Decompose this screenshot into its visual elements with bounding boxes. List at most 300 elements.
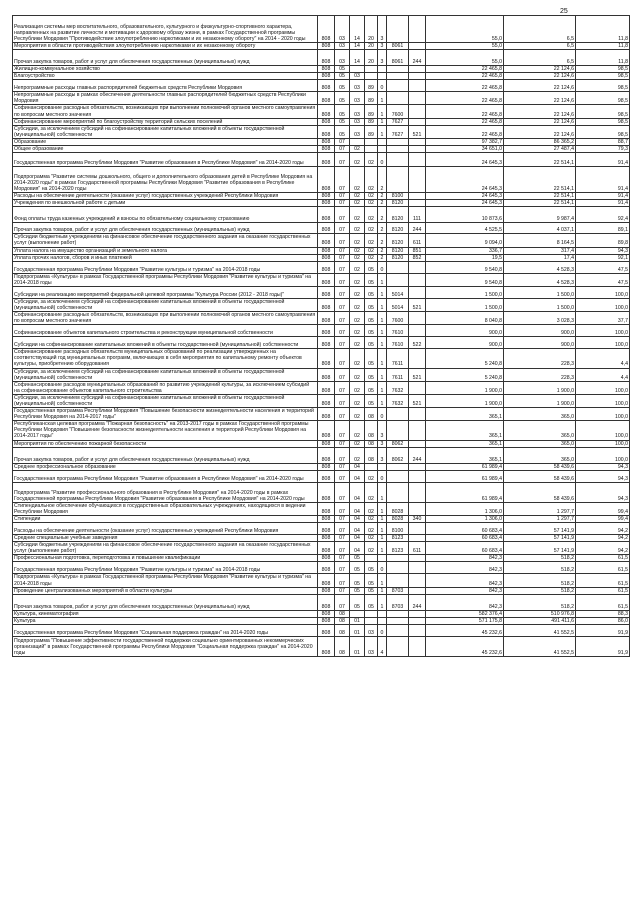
ministry-code: 808 xyxy=(318,325,335,337)
execution-percent: 89,1 xyxy=(576,223,630,234)
subprogram-code: 0 xyxy=(378,562,387,574)
table-row xyxy=(13,167,630,193)
target-code xyxy=(387,167,409,193)
executed-amount: 1 297,7 xyxy=(504,515,576,522)
subprogram-code: 3 xyxy=(378,421,387,440)
target-code: 7600 xyxy=(387,312,409,325)
approved-amount: 61 989,4 xyxy=(426,463,504,470)
table-row xyxy=(13,440,630,447)
item-name: Профессиональная подготовка, переподготовка и повышение квалификации xyxy=(13,555,318,562)
subsection-code: 02 xyxy=(350,286,365,298)
section-code: 07 xyxy=(335,153,350,167)
program-code: 05 xyxy=(365,325,378,337)
approved-amount: 1 306,0 xyxy=(426,502,504,515)
ministry-code: 808 xyxy=(318,515,335,522)
expense-type-code xyxy=(409,610,426,617)
subsection-code: 03 xyxy=(350,105,365,118)
subprogram-code xyxy=(378,66,387,73)
table-row xyxy=(13,261,630,273)
target-code: 8703 xyxy=(387,587,409,594)
execution-percent: 37,7 xyxy=(576,312,630,325)
section-code: 07 xyxy=(335,254,350,261)
item-name: Реализация системы мер воспитательного, образовательного, культурного и физкультурно-спортивного характера, направленных на развитие личности и мотивации к здоровому образу жизни, в рамках Государственной программы Республики Мордовия "Противодействие злоупотреблению наркотиками и их незаконному обороту" на 2014 - 2020 годы xyxy=(13,16,318,43)
approved-amount: 24 645,3 xyxy=(426,193,504,200)
subprogram-code: 1 xyxy=(378,286,387,298)
expense-type-code: 521 xyxy=(409,125,426,138)
expense-type-code xyxy=(409,138,426,145)
table-row xyxy=(13,610,630,617)
subprogram-code: 1 xyxy=(378,594,387,610)
approved-amount: 571 175,8 xyxy=(426,617,504,624)
execution-percent: 99,4 xyxy=(576,502,630,515)
program-code: 05 xyxy=(365,594,378,610)
executed-amount: 1 297,7 xyxy=(504,502,576,515)
target-code: 8028 xyxy=(387,515,409,522)
approved-amount: 842,3 xyxy=(426,587,504,594)
section-code: 05 xyxy=(335,66,350,73)
section-code: 05 xyxy=(335,80,350,92)
program-code: 05 xyxy=(365,562,378,574)
expense-type-code xyxy=(409,118,426,125)
execution-percent: 11,8 xyxy=(576,43,630,50)
ministry-code: 808 xyxy=(318,368,335,381)
executed-amount: 41 552,5 xyxy=(504,636,576,656)
executed-amount: 22 514,1 xyxy=(504,193,576,200)
ministry-code: 808 xyxy=(318,223,335,234)
program-code: 02 xyxy=(365,153,378,167)
ministry-code: 808 xyxy=(318,254,335,261)
subsection-code: 05 xyxy=(350,562,365,574)
subsection-code: 02 xyxy=(350,337,365,349)
subsection-code: 02 xyxy=(350,234,365,247)
executed-amount: 22 514,1 xyxy=(504,167,576,193)
approved-amount: 365,1 xyxy=(426,447,504,463)
item-name: Культура xyxy=(13,617,318,624)
ministry-code: 808 xyxy=(318,562,335,574)
subprogram-code: 1 xyxy=(378,482,387,502)
subsection-code: 04 xyxy=(350,502,365,515)
expense-type-code xyxy=(409,73,426,80)
subsection-code: 02 xyxy=(350,193,365,200)
subprogram-code: 3 xyxy=(378,43,387,50)
program-code: 03 xyxy=(365,636,378,656)
subprogram-code: 1 xyxy=(378,105,387,118)
target-code: 7610 xyxy=(387,325,409,337)
table-row xyxy=(13,624,630,636)
section-code: 07 xyxy=(335,523,350,535)
executed-amount: 86 365,2 xyxy=(504,138,576,145)
ministry-code: 808 xyxy=(318,16,335,43)
subsection-code: 14 xyxy=(350,43,365,50)
target-code: 8061 xyxy=(387,50,409,66)
subsection-code: 02 xyxy=(350,167,365,193)
item-name: Государственная программа Республики Мордовия "Повышение безопасности жизнедеятельности населения и территорий Республики Мордовия на 2014-2017 годы" xyxy=(13,408,318,421)
execution-percent: 4,4 xyxy=(576,368,630,381)
approved-amount: 55,0 xyxy=(426,43,504,50)
table-row xyxy=(13,92,630,105)
execution-percent: 92,1 xyxy=(576,254,630,261)
item-name: Среднее профессиональное образование xyxy=(13,463,318,470)
target-code xyxy=(387,408,409,421)
table-row xyxy=(13,146,630,153)
execution-percent: 100,0 xyxy=(576,286,630,298)
item-name: Субсидии на реализацию мероприятий федеральной целевой программы "Культура России (2012 - 2018 годы)" xyxy=(13,286,318,298)
executed-amount: 491 411,6 xyxy=(504,617,576,624)
approved-amount: 842,3 xyxy=(426,594,504,610)
subsection-code xyxy=(350,610,365,617)
subprogram-code: 1 xyxy=(378,523,387,535)
subsection-code: 03 xyxy=(350,118,365,125)
target-code xyxy=(387,73,409,80)
table-row xyxy=(13,125,630,138)
item-name: Подпрограмма "Развитие системы дошкольного, общего и дополнительного образования детей в Республике Мордовия на 2014-2020 годы" в рамках Государственной программы Республики Мордовия "Развитие образования в Республике Мордовия" на 2014-2020 годы xyxy=(13,167,318,193)
subprogram-code: 3 xyxy=(378,447,387,463)
section-code: 07 xyxy=(335,138,350,145)
executed-amount: 228,3 xyxy=(504,368,576,381)
approved-amount: 842,3 xyxy=(426,562,504,574)
item-name: Благоустройство xyxy=(13,73,318,80)
expense-type-code xyxy=(409,193,426,200)
item-name: Жилищно-коммунальное хозяйство xyxy=(13,66,318,73)
execution-percent: 94,2 xyxy=(576,542,630,555)
target-code xyxy=(387,636,409,656)
ministry-code: 808 xyxy=(318,610,335,617)
subprogram-code: 1 xyxy=(378,337,387,349)
expense-type-code: 521 xyxy=(409,298,426,311)
expense-type-code: 244 xyxy=(409,50,426,66)
subsection-code: 02 xyxy=(350,207,365,223)
subprogram-code: 2 xyxy=(378,193,387,200)
expense-type-code: 244 xyxy=(409,447,426,463)
target-code xyxy=(387,153,409,167)
section-code: 07 xyxy=(335,325,350,337)
subsection-code: 02 xyxy=(350,298,365,311)
executed-amount: 900,0 xyxy=(504,325,576,337)
ministry-code: 808 xyxy=(318,594,335,610)
subsection-code: 02 xyxy=(350,394,365,407)
approved-amount: 97 382,7 xyxy=(426,138,504,145)
subprogram-code xyxy=(378,146,387,153)
subprogram-code xyxy=(378,73,387,80)
approved-amount: 60 683,4 xyxy=(426,542,504,555)
target-code xyxy=(387,66,409,73)
item-name: Подпрограмма "Повышение эффективности государственной поддержки социально ориентированных некоммерческих организаций" в рамках Государственной программы Республики Мордовия "Социальная поддержка граждан" на 2014-2020 годы xyxy=(13,636,318,656)
expense-type-code xyxy=(409,16,426,43)
approved-amount: 60 683,4 xyxy=(426,523,504,535)
executed-amount: 1 900,0 xyxy=(504,381,576,394)
program-code: 08 xyxy=(365,447,378,463)
program-code: 05 xyxy=(365,273,378,286)
item-name: Субсидии бюджетным учреждениям на финансовое обеспечение государственного задания на оказание государственных услуг (выполнение работ) xyxy=(13,542,318,555)
approved-amount: 9 540,8 xyxy=(426,273,504,286)
subsection-code: 02 xyxy=(350,421,365,440)
ministry-code: 808 xyxy=(318,312,335,325)
target-code: 8120 xyxy=(387,223,409,234)
execution-percent: 11,8 xyxy=(576,50,630,66)
execution-percent: 92,4 xyxy=(576,207,630,223)
subsection-code: 04 xyxy=(350,515,365,522)
execution-percent: 79,3 xyxy=(576,146,630,153)
subprogram-code: 1 xyxy=(378,118,387,125)
table-row xyxy=(13,587,630,594)
expense-type-code: 244 xyxy=(409,223,426,234)
subsection-code: 02 xyxy=(350,408,365,421)
executed-amount: 228,3 xyxy=(504,349,576,368)
ministry-code: 808 xyxy=(318,105,335,118)
section-code: 07 xyxy=(335,470,350,482)
section-code: 07 xyxy=(335,394,350,407)
subprogram-code: 0 xyxy=(378,624,387,636)
target-code: 8062 xyxy=(387,440,409,447)
ministry-code: 808 xyxy=(318,587,335,594)
target-code xyxy=(387,574,409,587)
item-name: Непрограммные расходы в рамках обеспечения деятельности главных распорядителей бюджетных средств Республики Мордовия xyxy=(13,92,318,105)
section-code: 07 xyxy=(335,298,350,311)
subprogram-code: 1 xyxy=(378,394,387,407)
ministry-code: 808 xyxy=(318,502,335,515)
program-code: 05 xyxy=(365,349,378,368)
subprogram-code: 1 xyxy=(378,273,387,286)
expense-type-code xyxy=(409,200,426,207)
execution-percent: 91,9 xyxy=(576,624,630,636)
program-code: 02 xyxy=(365,515,378,522)
execution-percent: 98,5 xyxy=(576,80,630,92)
executed-amount: 17,4 xyxy=(504,254,576,261)
subsection-code: 05 xyxy=(350,555,365,562)
subsection-code: 03 xyxy=(350,92,365,105)
executed-amount: 1 500,0 xyxy=(504,286,576,298)
execution-percent: 61,5 xyxy=(576,594,630,610)
section-code: 08 xyxy=(335,617,350,624)
section-code: 07 xyxy=(335,535,350,542)
target-code xyxy=(387,470,409,482)
executed-amount: 518,2 xyxy=(504,562,576,574)
target-code xyxy=(387,16,409,43)
section-code: 07 xyxy=(335,167,350,193)
expense-type-code: 611 xyxy=(409,234,426,247)
approved-amount: 8 040,8 xyxy=(426,312,504,325)
table-row xyxy=(13,312,630,325)
table-row xyxy=(13,408,630,421)
approved-amount: 365,1 xyxy=(426,408,504,421)
target-code xyxy=(387,562,409,574)
expense-type-code xyxy=(409,325,426,337)
section-code: 07 xyxy=(335,368,350,381)
subsection-code: 02 xyxy=(350,223,365,234)
table-row xyxy=(13,617,630,624)
section-code: 08 xyxy=(335,610,350,617)
subprogram-code: 0 xyxy=(378,153,387,167)
item-name: Средние специальные учебные заведения xyxy=(13,535,318,542)
target-code: 5014 xyxy=(387,298,409,311)
approved-amount: 365,1 xyxy=(426,440,504,447)
subsection-code: 04 xyxy=(350,463,365,470)
ministry-code: 808 xyxy=(318,555,335,562)
program-code: 89 xyxy=(365,118,378,125)
expense-type-code xyxy=(409,421,426,440)
section-code: 07 xyxy=(335,408,350,421)
section-code: 05 xyxy=(335,73,350,80)
ministry-code: 808 xyxy=(318,408,335,421)
table-row xyxy=(13,105,630,118)
subsection-code: 02 xyxy=(350,447,365,463)
executed-amount: 3 028,3 xyxy=(504,312,576,325)
target-code xyxy=(387,610,409,617)
item-name: Прочая закупка товаров, работ и услуг для обеспечения государственных (муниципальных) нужд xyxy=(13,447,318,463)
item-name: Учреждения по внешкольной работе с детьми xyxy=(13,200,318,207)
ministry-code: 808 xyxy=(318,193,335,200)
item-name: Мероприятия по обеспечению пожарной безопасности xyxy=(13,440,318,447)
execution-percent: 47,5 xyxy=(576,261,630,273)
table-row xyxy=(13,381,630,394)
approved-amount: 22 465,8 xyxy=(426,125,504,138)
section-code: 07 xyxy=(335,562,350,574)
approved-amount: 842,3 xyxy=(426,574,504,587)
table-row xyxy=(13,636,630,656)
ministry-code: 808 xyxy=(318,535,335,542)
executed-amount: 41 552,5 xyxy=(504,624,576,636)
section-code: 08 xyxy=(335,636,350,656)
table-row xyxy=(13,80,630,92)
item-name: Государственная программа Республики Мордовия "Развитие образования в Республике Мордовия" на 2014-2020 годы xyxy=(13,470,318,482)
program-code: 20 xyxy=(365,43,378,50)
program-code: 02 xyxy=(365,200,378,207)
approved-amount: 45 232,6 xyxy=(426,636,504,656)
target-code xyxy=(387,261,409,273)
ministry-code: 808 xyxy=(318,421,335,440)
expense-type-code xyxy=(409,349,426,368)
subprogram-code: 3 xyxy=(378,440,387,447)
expense-type-code xyxy=(409,562,426,574)
subsection-code: 03 xyxy=(350,125,365,138)
subsection-code: 04 xyxy=(350,535,365,542)
target-code: 8703 xyxy=(387,594,409,610)
section-code: 07 xyxy=(335,337,350,349)
subprogram-code: 2 xyxy=(378,167,387,193)
table-row xyxy=(13,234,630,247)
item-name: Прочая закупка товаров, работ и услуг для обеспечения государственных (муниципальных) нужд xyxy=(13,50,318,66)
expense-type-code xyxy=(409,617,426,624)
expense-type-code: 111 xyxy=(409,207,426,223)
subprogram-code: 1 xyxy=(378,125,387,138)
table-row xyxy=(13,193,630,200)
approved-amount: 10 873,6 xyxy=(426,207,504,223)
program-code xyxy=(365,463,378,470)
target-code: 8061 xyxy=(387,43,409,50)
executed-amount: 4 037,1 xyxy=(504,223,576,234)
subprogram-code: 1 xyxy=(378,535,387,542)
table-row xyxy=(13,50,630,66)
program-code: 05 xyxy=(365,261,378,273)
executed-amount: 6,5 xyxy=(504,50,576,66)
target-code: 8123 xyxy=(387,535,409,542)
executed-amount: 6,5 xyxy=(504,16,576,43)
ministry-code: 808 xyxy=(318,167,335,193)
section-code: 07 xyxy=(335,273,350,286)
executed-amount: 1 500,0 xyxy=(504,298,576,311)
executed-amount: 6,5 xyxy=(504,43,576,50)
target-code xyxy=(387,617,409,624)
program-code: 02 xyxy=(365,247,378,254)
table-row xyxy=(13,273,630,286)
subprogram-code: 1 xyxy=(378,502,387,515)
approved-amount: 55,0 xyxy=(426,16,504,43)
item-name: Субсидии, за исключением субсидий на софинансирование капитальных вложений в объекты государственной (муниципальной) собственности xyxy=(13,125,318,138)
execution-percent: 100,0 xyxy=(576,337,630,349)
execution-percent: 91,4 xyxy=(576,153,630,167)
approved-amount: 45 232,6 xyxy=(426,624,504,636)
ministry-code: 808 xyxy=(318,523,335,535)
section-code: 07 xyxy=(335,421,350,440)
subprogram-code: 1 xyxy=(378,92,387,105)
item-name: Субсидии, за исключением субсидий на софинансирование капитальных вложений в объекты государственной (муниципальной) собственности xyxy=(13,394,318,407)
expense-type-code: 244 xyxy=(409,594,426,610)
program-code: 05 xyxy=(365,368,378,381)
item-name: Субсидии, за исключением субсидий на софинансирование капитальных вложений в объекты государственной (муниципальной) собственности xyxy=(13,368,318,381)
ministry-code: 808 xyxy=(318,273,335,286)
program-code xyxy=(365,138,378,145)
executed-amount: 27 487,4 xyxy=(504,146,576,153)
subprogram-code: 0 xyxy=(378,408,387,421)
ministry-code: 808 xyxy=(318,617,335,624)
section-code: 07 xyxy=(335,247,350,254)
subsection-code: 02 xyxy=(350,440,365,447)
section-code: 05 xyxy=(335,92,350,105)
subprogram-code: 0 xyxy=(378,261,387,273)
subsection-code: 14 xyxy=(350,50,365,66)
subsection-code: 02 xyxy=(350,254,365,261)
subprogram-code: 2 xyxy=(378,234,387,247)
table-row xyxy=(13,470,630,482)
ministry-code: 808 xyxy=(318,50,335,66)
table-row xyxy=(13,562,630,574)
ministry-code: 808 xyxy=(318,394,335,407)
target-code: 8120 xyxy=(387,234,409,247)
subprogram-code: 1 xyxy=(378,349,387,368)
item-name: Республиканская целевая программа "Пожарная безопасность" на 2013-2017 годы в рамках Государственной программы Республики Мордовия "Повышение безопасности жизнедеятельности населения и территорий Республики Мордовия на 2014-2017 годы" xyxy=(13,421,318,440)
subsection-code: 02 xyxy=(350,349,365,368)
table-row xyxy=(13,574,630,587)
expense-type-code xyxy=(409,482,426,502)
target-code xyxy=(387,80,409,92)
item-name: Фонд оплаты труда казенных учреждений и взносы по обязательному социальному страхованию xyxy=(13,207,318,223)
target-code xyxy=(387,146,409,153)
subprogram-code: 1 xyxy=(378,381,387,394)
target-code: 7632 xyxy=(387,394,409,407)
item-name: Субсидии, за исключением субсидий на софинансирование капитальных вложений в объекты государственной (муниципальной) собственности xyxy=(13,298,318,311)
expense-type-code xyxy=(409,43,426,50)
subsection-code: 02 xyxy=(350,247,365,254)
section-code: 07 xyxy=(335,502,350,515)
subsection-code: 02 xyxy=(350,261,365,273)
subsection-code: 02 xyxy=(350,273,365,286)
program-code xyxy=(365,617,378,624)
approved-amount: 1 500,0 xyxy=(426,298,504,311)
execution-percent: 94,3 xyxy=(576,470,630,482)
program-code: 02 xyxy=(365,482,378,502)
expense-type-code xyxy=(409,146,426,153)
target-code xyxy=(387,92,409,105)
ministry-code: 808 xyxy=(318,482,335,502)
executed-amount: 317,4 xyxy=(504,247,576,254)
approved-amount: 60 683,4 xyxy=(426,535,504,542)
table-row xyxy=(13,421,630,440)
program-code: 08 xyxy=(365,421,378,440)
execution-percent: 89,8 xyxy=(576,234,630,247)
execution-percent: 61,5 xyxy=(576,587,630,594)
ministry-code: 808 xyxy=(318,337,335,349)
section-code: 07 xyxy=(335,223,350,234)
